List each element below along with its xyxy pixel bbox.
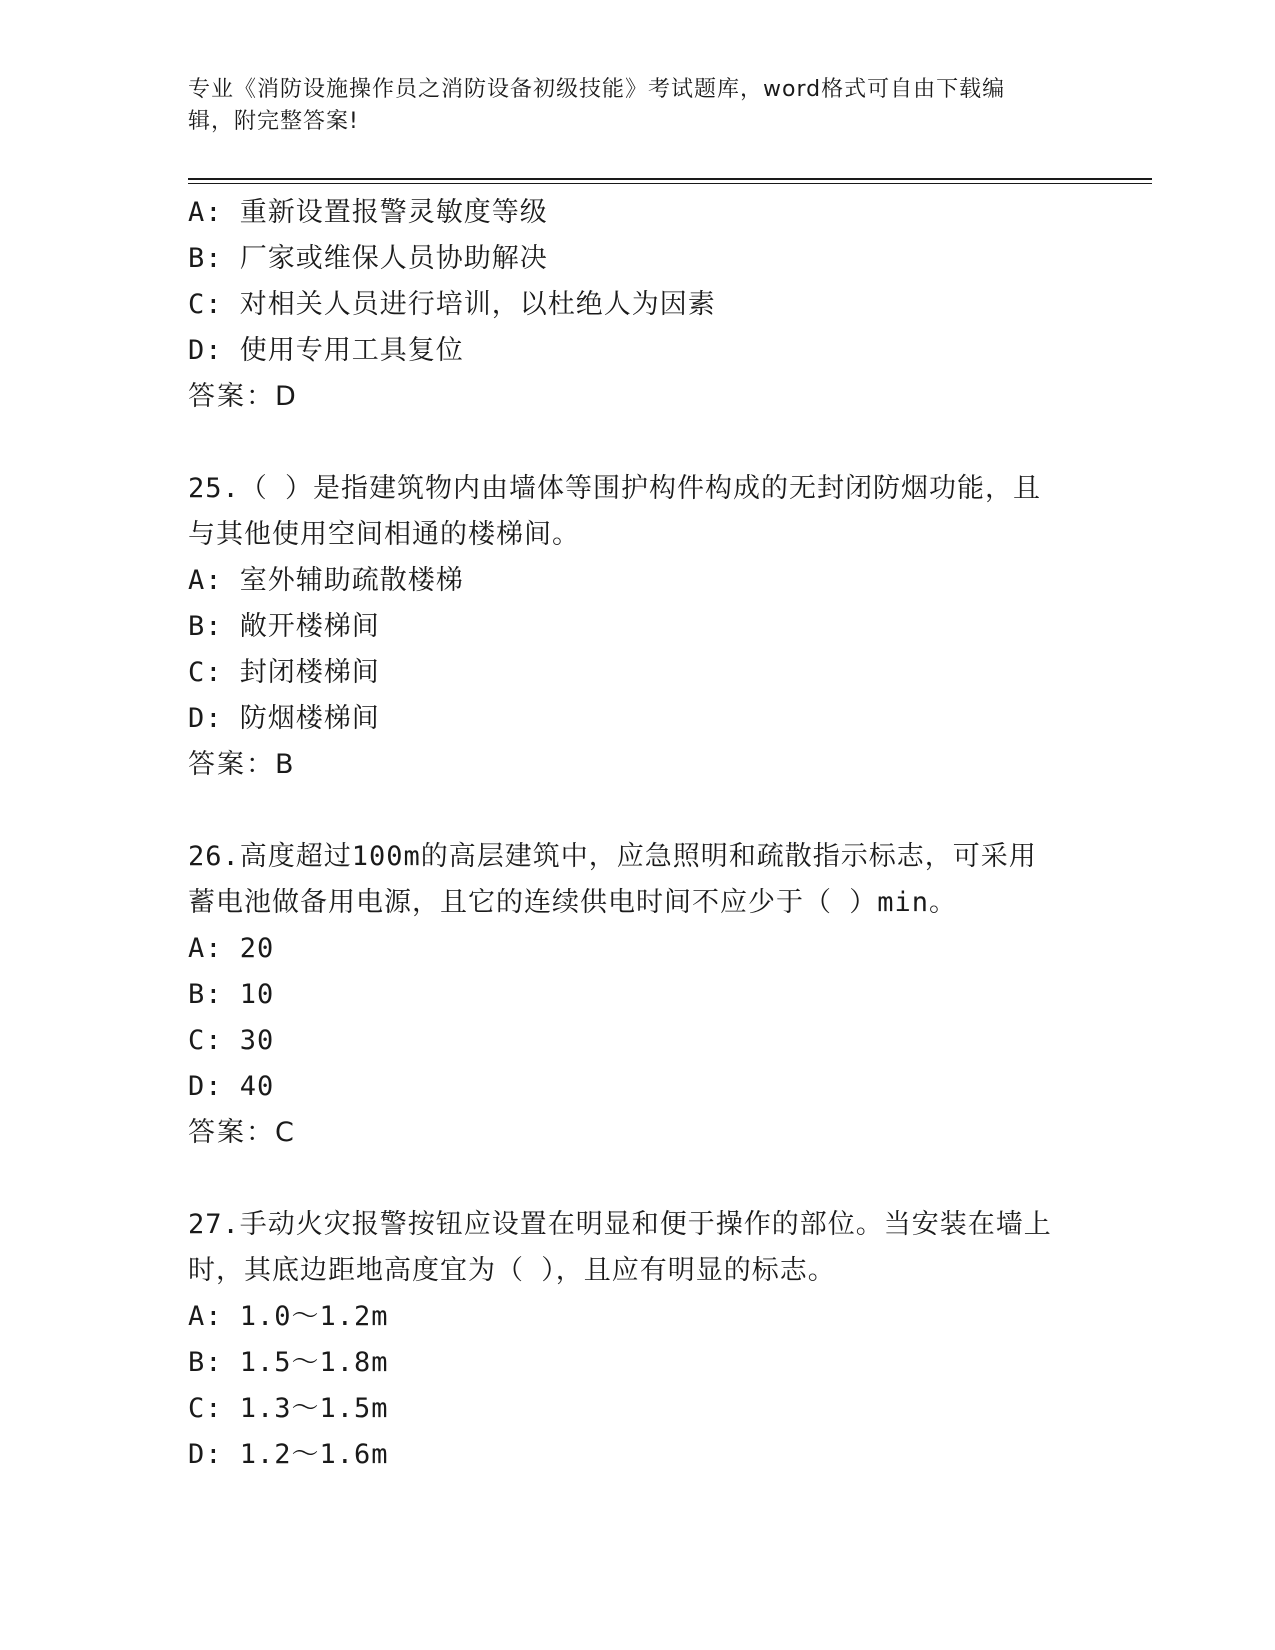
- option-a: A: 1.0～1.2m: [188, 1301, 389, 1332]
- spacer: [188, 1156, 1088, 1202]
- question-27: [188, 1202, 1088, 1478]
- option-d: D: 防烟楼梯间: [188, 703, 380, 734]
- document-header: [188, 74, 1088, 138]
- option-d: D: 40: [188, 1071, 275, 1102]
- document-body: [188, 190, 1088, 1478]
- spacer: [188, 420, 1088, 466]
- option-b: B: 10: [188, 979, 275, 1010]
- answer-line: 答案：B: [188, 749, 296, 780]
- option-b: B: 敞开楼梯间: [188, 611, 380, 642]
- question-stem-line-1: 27.手动火灾报警按钮应设置在明显和便于操作的部位。当安装在墙上: [188, 1209, 1052, 1240]
- option-a: A: 室外辅助疏散楼梯: [188, 565, 464, 596]
- option-b: B: 1.5～1.8m: [188, 1347, 389, 1378]
- header-line-2: 辑，附完整答案!: [188, 109, 359, 134]
- answer-line: 答案：D: [188, 381, 298, 412]
- question-24-continued: [188, 190, 1088, 420]
- question-stem-line-2: 时，其底边距地高度宜为（ ），且应有明显的标志。: [188, 1255, 836, 1286]
- header-divider-thick: [188, 178, 1152, 180]
- option-c: C: 30: [188, 1025, 275, 1056]
- header-divider-thin: [188, 183, 1152, 184]
- answer-line: 答案：C: [188, 1117, 296, 1148]
- question-stem-line-1: 25.（ ）是指建筑物内由墙体等围护构件构成的无封闭防烟功能，且: [188, 473, 1042, 504]
- option-d: D: 使用专用工具复位: [188, 335, 464, 366]
- option-c: C: 封闭楼梯间: [188, 657, 380, 688]
- option-d: D: 1.2～1.6m: [188, 1439, 389, 1470]
- question-25: [188, 466, 1088, 788]
- spacer: [188, 788, 1088, 834]
- question-stem-line-2: 与其他使用空间相通的楼梯间。: [188, 519, 580, 550]
- question-stem-line-2: 蓄电池做备用电源，且它的连续供电时间不应少于（ ）min。: [188, 887, 958, 918]
- header-line-1: 专业《消防设施操作员之消防设备初级技能》考试题库，word格式可自由下载编: [188, 77, 1006, 102]
- option-a: A: 重新设置报警灵敏度等级: [188, 197, 548, 228]
- option-c: C: 1.3～1.5m: [188, 1393, 389, 1424]
- option-a: A: 20: [188, 933, 275, 964]
- question-26: [188, 834, 1088, 1156]
- option-b: B: 厂家或维保人员协助解决: [188, 243, 548, 274]
- question-stem-line-1: 26.高度超过100m的高层建筑中，应急照明和疏散指示标志，可采用: [188, 841, 1037, 872]
- option-c: C: 对相关人员进行培训，以杜绝人为因素: [188, 289, 716, 320]
